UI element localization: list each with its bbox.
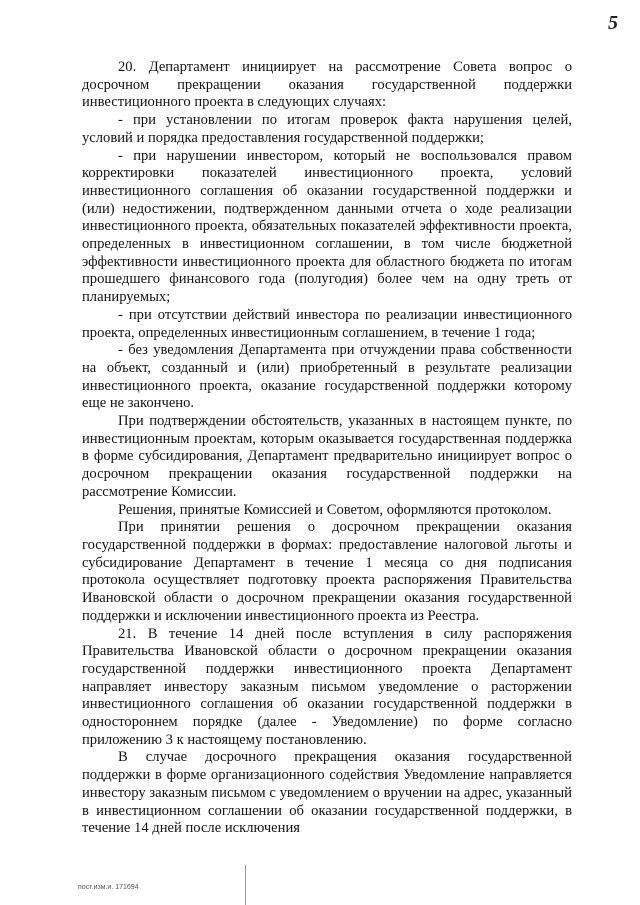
paragraph-case-no-actions: - при отсутствии действий инвестора по реализации инвестиционного проекта, определенных инвестиционным соглашением, в течение 1 года; xyxy=(82,306,572,341)
paragraph-organizational-support: В случае досрочного прекращения оказания государственной поддержки в форме организационного содействия Уведомление направляется инвестору заказным письмом с уведомлением о вручении на адрес, указанный в инвестиционном соглашении об оказании государственной поддержки, в течение 14 дней после исключения xyxy=(82,749,572,837)
paragraph-commission-referral: При подтверждении обстоятельств, указанных в настоящем пункте, по инвестиционным проектам, которым оказывается государственная поддержка в форме субсидирования, Департамент предварительно инициирует вопрос о досрочном прекращении оказания государственной поддержки на рассмотрение Комиссии. xyxy=(82,413,572,500)
page-number: 5 xyxy=(608,12,618,34)
paragraph-case-investor-breach: - при нарушении инвестором, который не воспользовался правом корректировки показателей инвестиционного проекта, условий инвестиционного соглашения об оказании государственной поддержки и (или) недостижении, подтвержденном данными отчета о ходе реализации инвестиционного проекта, обязательных показателей эффективности проекта, определенных в инвестиционном соглашении, в том числе бюджетной эффективности инвестиционного проекта для областного бюджета по итогам прошедшего финансового года (полугодия) более чем на одну треть от планируемых; xyxy=(82,147,572,306)
footer-document-code: пост.изм.и. 171694 xyxy=(78,884,139,891)
paragraph-case-violation-goals: - при установлении по итогам проверок факта нарушения целей, условий и порядка предоставления государственной поддержки; xyxy=(82,112,572,146)
paragraph-21-notification: 21. В течение 14 дней после вступления в силу распоряжения Правительства Ивановской области о досрочном прекращении оказания государственной поддержки инвестиционного проекта Департамент направляет инвестору заказным письмом уведомление о расторжении инвестиционного соглашения об оказании государственной поддержки в одностороннем порядке (далее - Уведомление) по форме согласно приложению 3 к настоящему постановлению. xyxy=(82,625,572,748)
paragraph-case-alienation: - без уведомления Департамента при отчуждении права собственности на объект, созданный и (или) приобретенный в результате реализации инвестиционного проекта, оказание государственной поддержки которому еще не закончено. xyxy=(82,342,572,412)
paragraph-protocol: Решения, принятые Комиссией и Советом, оформляются протоколом. xyxy=(118,501,552,518)
scan-artifact-line xyxy=(245,865,246,905)
paragraph-20-intro: 20. Департамент инициирует на рассмотрение Совета вопрос о досрочном прекращении оказания государственной поддержки инвестиционного проекта в следующих случаях: xyxy=(82,59,572,111)
document-body xyxy=(82,59,572,838)
paragraph-decision-procedure: При принятии решения о досрочном прекращении оказания государственной поддержки в формах: предоставление налоговой льготы и субсидирование Департамент в течение 1 месяца со дня подписания протокола осуществляет подготовку проекта распоряжения Правительства Ивановской области о досрочном прекращении оказания государственной поддержки и исключении инвестиционного проекта из Реестра. xyxy=(82,519,572,624)
